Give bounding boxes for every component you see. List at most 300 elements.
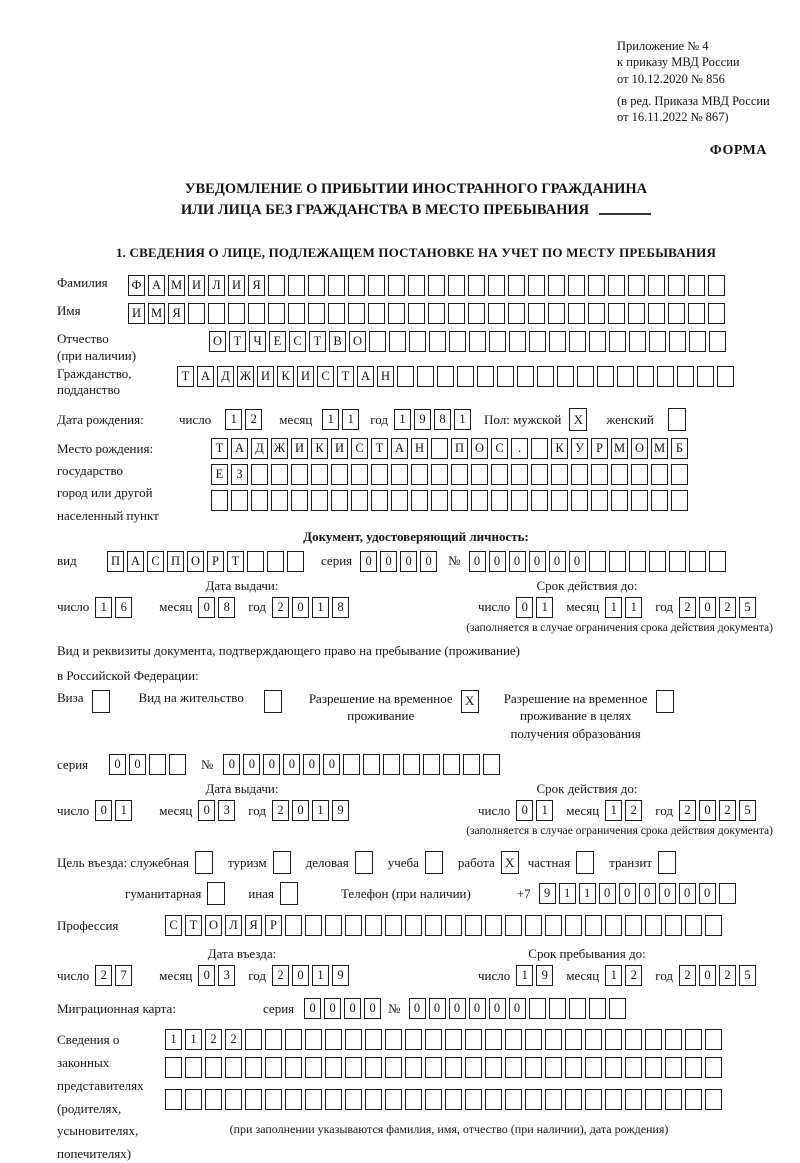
day-label: число xyxy=(179,411,212,427)
annex-line: к приказу МВД России xyxy=(617,55,740,70)
char-cell xyxy=(208,303,225,324)
char-cell xyxy=(568,275,585,296)
entry-purpose-row xyxy=(57,851,775,874)
char-cell xyxy=(545,1057,562,1078)
birth-year-cells xyxy=(394,409,474,430)
entry-dates-row xyxy=(57,965,769,986)
purpose-other-checkbox xyxy=(280,882,301,905)
purpose-study-label: учеба xyxy=(387,854,419,870)
char-cell xyxy=(611,490,628,511)
purpose-private-checkbox xyxy=(576,851,597,874)
birth-place-cells-block xyxy=(211,438,775,515)
char-cell: 0 xyxy=(292,597,309,618)
char-cell xyxy=(355,851,373,874)
surname-row xyxy=(57,275,775,296)
char-cell: 0 xyxy=(516,597,533,618)
char-cell: 1 xyxy=(625,597,642,618)
char-cell: 8 xyxy=(434,409,451,430)
char-cell xyxy=(285,1089,302,1110)
char-cell xyxy=(671,490,688,511)
char-cell xyxy=(188,303,205,324)
char-cell: А xyxy=(148,275,165,296)
char-cell xyxy=(565,1089,582,1110)
char-cell xyxy=(705,915,722,936)
char-cell xyxy=(365,1057,382,1078)
char-cell: 5 xyxy=(739,965,756,986)
purpose-business-checkbox xyxy=(355,851,376,874)
char-cell: 1 xyxy=(165,1029,182,1050)
char-cell xyxy=(368,303,385,324)
char-cell xyxy=(531,438,548,459)
char-cell xyxy=(589,331,606,352)
char-cell xyxy=(609,998,626,1019)
char-cell xyxy=(285,1029,302,1050)
char-cell xyxy=(265,1089,282,1110)
birth-date-row xyxy=(57,408,775,431)
birth-month-cells xyxy=(322,409,362,430)
char-cell xyxy=(207,882,225,905)
char-cell xyxy=(311,464,328,485)
char-cell: О xyxy=(349,331,366,352)
char-cell: И xyxy=(331,438,348,459)
char-cell: Т xyxy=(211,438,228,459)
doc-number-cells xyxy=(469,551,729,572)
char-cell: 0 xyxy=(449,998,466,1019)
char-cell xyxy=(351,490,368,511)
char-cell xyxy=(271,490,288,511)
profession-label: Профессия xyxy=(57,917,119,933)
char-cell: 0 xyxy=(699,800,716,821)
char-cell xyxy=(445,1057,462,1078)
char-cell: 0 xyxy=(699,883,716,904)
char-cell: 9 xyxy=(332,800,349,821)
char-cell xyxy=(468,275,485,296)
char-cell xyxy=(665,1089,682,1110)
char-cell: 2 xyxy=(95,965,112,986)
char-cell: А xyxy=(197,366,214,387)
char-cell xyxy=(308,275,325,296)
char-cell xyxy=(348,275,365,296)
id-doc-date-headers xyxy=(57,578,775,594)
char-cell: 5 xyxy=(739,800,756,821)
char-cell: И xyxy=(297,366,314,387)
char-cell xyxy=(365,1029,382,1050)
char-cell: . xyxy=(511,438,528,459)
char-cell xyxy=(449,331,466,352)
char-cell xyxy=(411,464,428,485)
char-cell xyxy=(645,915,662,936)
char-cell: 0 xyxy=(639,883,656,904)
char-cell xyxy=(609,331,626,352)
char-cell xyxy=(469,331,486,352)
char-cell xyxy=(205,1057,222,1078)
char-cell: 0 xyxy=(263,754,280,775)
char-cell: 0 xyxy=(549,551,566,572)
char-cell xyxy=(671,464,688,485)
permit-series-row xyxy=(57,754,775,775)
char-cell xyxy=(345,1029,362,1050)
char-cell xyxy=(528,303,545,324)
char-cell xyxy=(245,1057,262,1078)
char-cell: М xyxy=(148,303,165,324)
char-cell xyxy=(205,1089,222,1110)
char-cell: 0 xyxy=(360,551,377,572)
char-cell: И xyxy=(128,303,145,324)
sex-female-label: женский xyxy=(606,411,654,427)
char-cell xyxy=(425,915,442,936)
char-cell xyxy=(405,915,422,936)
entry-month-cells xyxy=(198,965,238,986)
char-cell: Я xyxy=(168,303,185,324)
char-cell xyxy=(505,915,522,936)
char-cell xyxy=(669,331,686,352)
char-cell xyxy=(443,754,460,775)
char-cell xyxy=(445,915,462,936)
char-cell xyxy=(525,1029,542,1050)
char-cell: Ж xyxy=(237,366,254,387)
char-cell: 1 xyxy=(312,800,329,821)
char-cell xyxy=(365,1089,382,1110)
representatives-cells-3 xyxy=(165,1089,725,1110)
char-cell xyxy=(431,490,448,511)
birth-date-label: Дата рождения: xyxy=(57,411,144,427)
form-word: ФОРМА xyxy=(709,143,767,159)
char-cell xyxy=(685,915,702,936)
purpose-business-label: деловая xyxy=(305,854,349,870)
representatives-cells-2 xyxy=(165,1057,725,1078)
birth-place-cells-2 xyxy=(211,464,691,485)
char-cell: 8 xyxy=(218,597,235,618)
doc-series-cells xyxy=(360,551,440,572)
entry-date-label: Дата въезда: xyxy=(207,946,277,962)
given-name-label: Имя xyxy=(57,303,81,319)
sex-male-label: Пол: мужской xyxy=(484,411,562,427)
char-cell xyxy=(425,1029,442,1050)
entry-date-headers xyxy=(57,946,775,962)
char-cell xyxy=(508,275,525,296)
phone-label: Телефон (при наличии) xyxy=(340,885,471,901)
char-cell xyxy=(287,551,304,572)
char-cell xyxy=(548,303,565,324)
char-cell xyxy=(589,551,606,572)
char-cell xyxy=(489,331,506,352)
char-cell xyxy=(568,303,585,324)
id-valid-year-cells xyxy=(679,597,759,618)
char-cell xyxy=(457,366,474,387)
char-cell xyxy=(267,551,284,572)
stay-day-cells xyxy=(516,965,556,986)
char-cell: 0 xyxy=(429,998,446,1019)
annex-line: от 10.12.2020 № 856 xyxy=(617,71,725,86)
char-cell xyxy=(445,1029,462,1050)
char-cell xyxy=(608,275,625,296)
char-cell xyxy=(165,1089,182,1110)
stay-until-label: Срок пребывания до: xyxy=(528,946,646,962)
char-cell xyxy=(264,690,282,713)
char-cell: X xyxy=(501,851,519,874)
char-cell xyxy=(571,464,588,485)
char-cell: Т xyxy=(227,551,244,572)
char-cell xyxy=(437,366,454,387)
char-cell: 1 xyxy=(536,800,553,821)
char-cell xyxy=(505,1057,522,1078)
char-cell: 0 xyxy=(489,998,506,1019)
char-cell: 1 xyxy=(605,597,622,618)
form-title xyxy=(57,179,775,221)
id-valid-month-cells xyxy=(605,597,645,618)
char-cell xyxy=(448,303,465,324)
char-cell xyxy=(291,464,308,485)
char-cell: 3 xyxy=(218,800,235,821)
char-cell: С xyxy=(147,551,164,572)
char-cell: 0 xyxy=(469,551,486,572)
right-doc-line2: в Российской Федерации: xyxy=(57,667,199,683)
year-label: год xyxy=(370,411,389,427)
char-cell xyxy=(577,366,594,387)
valid-until-label: Срок действия до: xyxy=(536,577,638,593)
purpose-other-label: иная xyxy=(248,885,274,901)
char-cell xyxy=(677,366,694,387)
char-cell xyxy=(305,1089,322,1110)
char-cell xyxy=(609,551,626,572)
patronymic-cells xyxy=(209,331,729,352)
representatives-note: (при заполнении указываются фамилия, имя, отчество (при наличии), дата рождения) xyxy=(229,1122,669,1137)
char-cell xyxy=(545,1029,562,1050)
representatives-cells-block xyxy=(165,1029,775,1137)
char-cell xyxy=(688,275,705,296)
char-cell xyxy=(311,490,328,511)
char-cell xyxy=(417,366,434,387)
char-cell xyxy=(531,490,548,511)
char-cell: 0 xyxy=(599,883,616,904)
form-title-line2: ИЛИ ЛИЦА БЕЗ ГРАЖДАНСТВА В МЕСТО ПРЕБЫВАНИЯ xyxy=(57,200,775,221)
stay-year-cells xyxy=(679,965,759,986)
char-cell xyxy=(656,690,674,713)
char-cell xyxy=(397,366,414,387)
char-cell xyxy=(605,1029,622,1050)
visa-checkbox xyxy=(92,690,113,713)
char-cell xyxy=(451,464,468,485)
char-cell: 9 xyxy=(536,965,553,986)
char-cell: X xyxy=(461,690,479,713)
char-cell xyxy=(431,438,448,459)
permit-issue-day-cells xyxy=(95,800,135,821)
char-cell xyxy=(423,754,440,775)
purpose-humanitarian-checkbox xyxy=(207,882,228,905)
char-cell: 0 xyxy=(469,998,486,1019)
char-cell xyxy=(705,1057,722,1078)
char-cell xyxy=(465,1029,482,1050)
char-cell xyxy=(225,1089,242,1110)
birth-day-cells xyxy=(225,409,265,430)
char-cell xyxy=(697,366,714,387)
char-cell xyxy=(551,490,568,511)
char-cell xyxy=(565,915,582,936)
char-cell xyxy=(408,303,425,324)
annex-line: (в ред. Приказа МВД России xyxy=(617,93,770,108)
permit-series-label: серия xyxy=(57,756,89,772)
char-cell xyxy=(280,882,298,905)
profession-row xyxy=(57,915,775,936)
purpose-official-label: Цель въезда: служебная xyxy=(57,854,189,870)
temp-residence-edu-checkbox xyxy=(656,690,677,743)
char-cell: 2 xyxy=(679,965,696,986)
char-cell: 2 xyxy=(719,597,736,618)
char-cell: 1 xyxy=(605,800,622,821)
migration-card-label: Миграционная карта: xyxy=(57,1000,176,1016)
char-cell xyxy=(369,331,386,352)
char-cell: 1 xyxy=(559,883,576,904)
stay-until-date: число 1 9 месяц 1 2 год 2 0 2 5 xyxy=(478,965,769,986)
char-cell: А xyxy=(357,366,374,387)
char-cell xyxy=(268,275,285,296)
temp-residence-label: Разрешение на временное проживание xyxy=(308,690,453,724)
char-cell: 0 xyxy=(198,800,215,821)
char-cell xyxy=(225,1057,242,1078)
char-cell xyxy=(251,464,268,485)
patronymic-label: Отчество (при наличии) xyxy=(57,331,137,363)
char-cell xyxy=(685,1029,702,1050)
temp-residence-edu-item xyxy=(504,690,677,743)
char-cell xyxy=(425,1057,442,1078)
entry-day-cells xyxy=(95,965,135,986)
char-cell: И xyxy=(188,275,205,296)
char-cell: 1 xyxy=(536,597,553,618)
char-cell xyxy=(505,1089,522,1110)
char-cell xyxy=(251,490,268,511)
residence-permit-label: Вид на жительство xyxy=(138,689,244,705)
issue-date-label: Дата выдачи: xyxy=(205,577,279,593)
char-cell xyxy=(425,851,443,874)
char-cell xyxy=(288,303,305,324)
purpose-transit-checkbox xyxy=(658,851,679,874)
id-document-heading: Документ, удостоверяющий личность: xyxy=(303,528,529,544)
char-cell: З xyxy=(231,464,248,485)
char-cell xyxy=(517,366,534,387)
char-cell xyxy=(491,490,508,511)
validity-note: (заполняется в случае ограничения срока действия документа) xyxy=(466,825,773,838)
phone-prefix: +7 xyxy=(516,885,531,901)
char-cell: 0 xyxy=(529,551,546,572)
char-cell xyxy=(471,490,488,511)
char-cell xyxy=(92,690,110,713)
doc-number-label: № xyxy=(448,553,461,569)
permit-valid-day-cells xyxy=(516,800,556,821)
char-cell: П xyxy=(107,551,124,572)
char-cell xyxy=(645,1057,662,1078)
char-cell xyxy=(371,490,388,511)
char-cell xyxy=(463,754,480,775)
char-cell: 1 xyxy=(394,409,411,430)
char-cell xyxy=(709,551,726,572)
char-cell: 0 xyxy=(699,965,716,986)
char-cell xyxy=(331,464,348,485)
char-cell xyxy=(428,303,445,324)
char-cell: К xyxy=(311,438,328,459)
char-cell xyxy=(585,1057,602,1078)
char-cell xyxy=(565,1057,582,1078)
char-cell: 2 xyxy=(245,409,262,430)
char-cell: 1 xyxy=(225,409,242,430)
char-cell: X xyxy=(569,408,587,431)
char-cell xyxy=(343,754,360,775)
char-cell: 0 xyxy=(409,998,426,1019)
char-cell xyxy=(631,490,648,511)
char-cell: 7 xyxy=(115,965,132,986)
char-cell xyxy=(569,998,586,1019)
char-cell xyxy=(488,303,505,324)
char-cell xyxy=(648,275,665,296)
char-cell xyxy=(525,1057,542,1078)
char-cell: О xyxy=(187,551,204,572)
char-cell xyxy=(509,331,526,352)
char-cell xyxy=(485,1029,502,1050)
char-cell: 1 xyxy=(185,1029,202,1050)
citizenship-cells xyxy=(177,366,737,387)
representatives-cells-1 xyxy=(165,1029,725,1050)
char-cell: Ж xyxy=(271,438,288,459)
char-cell xyxy=(525,1089,542,1110)
doc-kind-cells xyxy=(107,551,307,572)
char-cell xyxy=(465,915,482,936)
char-cell: 0 xyxy=(364,998,381,1019)
permit-valid-date: число 0 1 месяц 1 2 год 2 0 2 5 xyxy=(478,800,769,821)
char-cell: 2 xyxy=(625,800,642,821)
char-cell xyxy=(385,915,402,936)
id-issue-year-cells xyxy=(272,597,352,618)
char-cell xyxy=(688,303,705,324)
char-cell: А xyxy=(391,438,408,459)
char-cell xyxy=(528,275,545,296)
sex-female-checkbox xyxy=(668,408,689,431)
char-cell xyxy=(431,464,448,485)
annex-reference xyxy=(617,38,775,125)
char-cell xyxy=(325,1029,342,1050)
char-cell xyxy=(273,851,291,874)
char-cell xyxy=(385,1089,402,1110)
char-cell xyxy=(391,464,408,485)
permit-issue-month-cells xyxy=(198,800,238,821)
char-cell xyxy=(271,464,288,485)
char-cell xyxy=(625,1029,642,1050)
char-cell: О xyxy=(205,915,222,936)
char-cell xyxy=(668,408,686,431)
char-cell: 2 xyxy=(205,1029,222,1050)
given-name-row xyxy=(57,303,775,324)
char-cell xyxy=(328,303,345,324)
char-cell xyxy=(649,331,666,352)
char-cell xyxy=(425,1089,442,1110)
char-cell xyxy=(631,464,648,485)
id-issue-date: число 1 6 месяц 0 8 год 2 0 1 8 xyxy=(57,597,362,618)
char-cell xyxy=(345,915,362,936)
char-cell: Р xyxy=(591,438,608,459)
char-cell: 1 xyxy=(516,965,533,986)
char-cell: 1 xyxy=(312,597,329,618)
char-cell: М xyxy=(651,438,668,459)
char-cell: 0 xyxy=(380,551,397,572)
char-cell: Т xyxy=(309,331,326,352)
char-cell xyxy=(165,1057,182,1078)
char-cell: 6 xyxy=(115,597,132,618)
char-cell: Р xyxy=(207,551,224,572)
char-cell xyxy=(549,998,566,1019)
char-cell: М xyxy=(168,275,185,296)
char-cell: Е xyxy=(269,331,286,352)
char-cell xyxy=(429,331,446,352)
char-cell: В xyxy=(329,331,346,352)
char-cell xyxy=(508,303,525,324)
